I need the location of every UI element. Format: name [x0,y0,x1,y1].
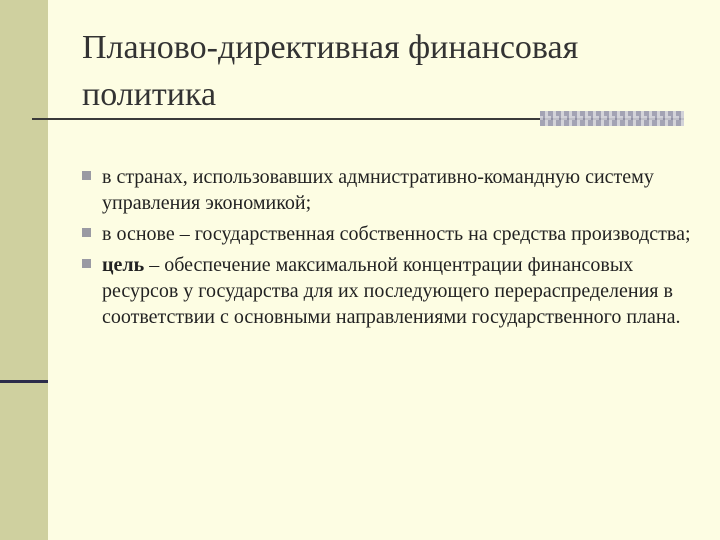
bullet-item [82,164,692,216]
side-decoration-line [0,380,48,383]
square-bullet-icon [82,171,91,180]
decorative-pattern [540,111,684,126]
bullet-text: в странах, использовавших адмнистративно-командную систему управления экономикой; [102,166,654,214]
square-bullet-icon [82,228,91,237]
bullet-list [82,164,692,335]
square-bullet-icon [82,259,91,268]
bullet-text: в основе – государственная собственность на средства производства; [102,223,691,245]
side-decoration-bar [0,0,48,540]
bullet-item [82,221,692,247]
bullet-bold-text: цель [102,254,145,276]
bullet-text: – обеспечение максимальной концентрации финансовых ресурсов у государства для их последующего перераспределения в соответствии с основными направлениями государственного плана. [102,254,681,328]
bullet-item [82,252,692,330]
slide-title: Планово-директивная финансовая политика [82,29,579,113]
